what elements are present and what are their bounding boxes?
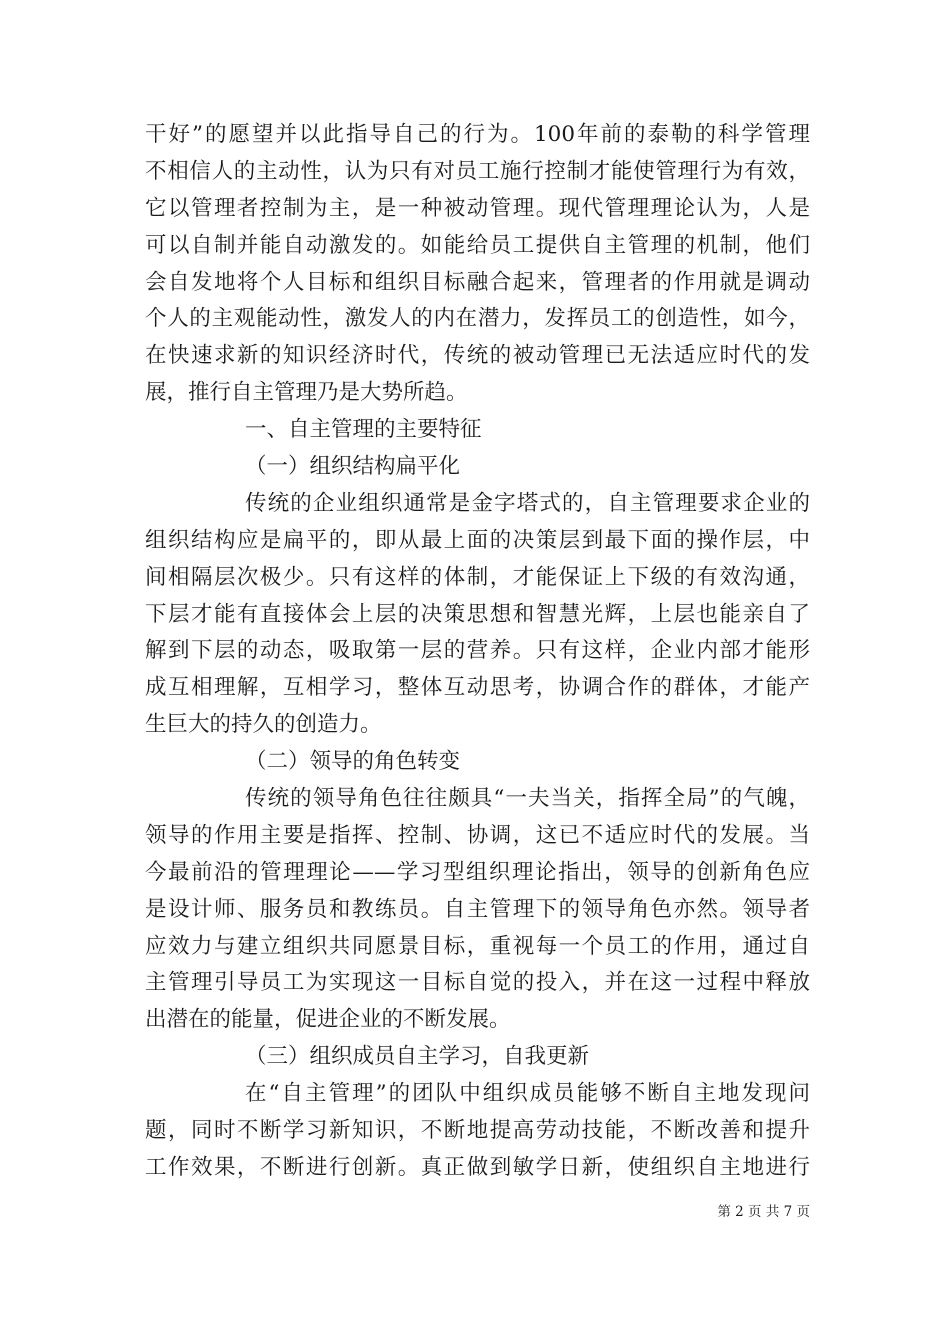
paragraph-line: 它以管理者控制为主，是一种被动管理。现代管理理论认为，人是 [145, 195, 810, 221]
paragraph-line: 今最前沿的管理理论——学习型组织理论指出，领导的创新角色应 [145, 859, 810, 885]
paragraph-line: 个人的主观能动性，激发人的内在潜力，发挥员工的创造性，如今， [145, 306, 810, 332]
section-heading: 一、自主管理的主要特征 [245, 417, 482, 443]
subsection-heading: （一）组织结构扁平化 [245, 454, 461, 480]
paragraph-line: 会自发地将个人目标和组织目标融合起来，管理者的作用就是调动 [145, 269, 810, 295]
subsection-heading: （三）组织成员自主学习，自我更新 [245, 1044, 590, 1070]
paragraph-line: 出潜在的能量，促进企业的不断发展。 [145, 1007, 511, 1033]
paragraph-line: 展，推行自主管理乃是大势所趋。 [145, 380, 468, 406]
subsection-heading: （二）领导的角色转变 [245, 749, 461, 775]
document-body [145, 117, 810, 1187]
paragraph-line: 领导的作用主要是指挥、控制、协调，这已不适应时代的发展。当 [145, 822, 810, 848]
paragraph-line: 干好”的愿望并以此指导自己的行为。100年前的泰勒的科学管理 [145, 122, 810, 147]
paragraph-line: 间相隔层次极少。只有这样的体制，才能保证上下级的有效沟通， [145, 564, 810, 590]
paragraph-line: 可以自制并能自动激发的。如能给员工提供自主管理的机制，他们 [145, 232, 810, 258]
paragraph-line: 应效力与建立组织共同愿景目标，重视每一个员工的作用，通过自 [145, 933, 810, 959]
paragraph-line: 组织结构应是扁平的，即从最上面的决策层到最下面的操作层，中 [145, 527, 810, 553]
paragraph-line: 题，同时不断学习新知识，不断地提高劳动技能，不断改善和提升 [145, 1118, 810, 1144]
paragraph-line: 在快速求新的知识经济时代，传统的被动管理已无法适应时代的发 [145, 343, 810, 369]
paragraph-line: 不相信人的主动性，认为只有对员工施行控制才能使管理行为有效， [145, 158, 810, 184]
page-number-footer: 第 2 页 共 7 页 [717, 1204, 810, 1220]
paragraph-line: 生巨大的持久的创造力。 [145, 712, 382, 738]
paragraph-line: 是设计师、服务员和教练员。自主管理下的领导角色亦然。领导者 [145, 896, 810, 922]
paragraph-line: 工作效果，不断进行创新。真正做到敏学日新，使组织自主地进行 [145, 1154, 810, 1180]
paragraph-line: 主管理引导员工为实现这一目标自觉的投入，并在这一过程中释放 [145, 970, 810, 996]
paragraph-line: 传统的领导角色往往颇具“一夫当关，指挥全局”的气魄， [245, 786, 810, 812]
paragraph-line: 成互相理解，互相学习，整体互动思考，协调合作的群体，才能产 [145, 675, 810, 701]
paragraph-line: 解到下层的动态，吸取第一层的营养。只有这样，企业内部才能形 [145, 638, 810, 664]
paragraph-line: 在“自主管理”的团队中组织成员能够不断自主地发现问 [245, 1081, 810, 1107]
paragraph-line: 传统的企业组织通常是金字塔式的，自主管理要求企业的 [245, 490, 810, 516]
paragraph-line: 下层才能有直接体会上层的决策思想和智慧光辉，上层也能亲自了 [145, 601, 810, 627]
